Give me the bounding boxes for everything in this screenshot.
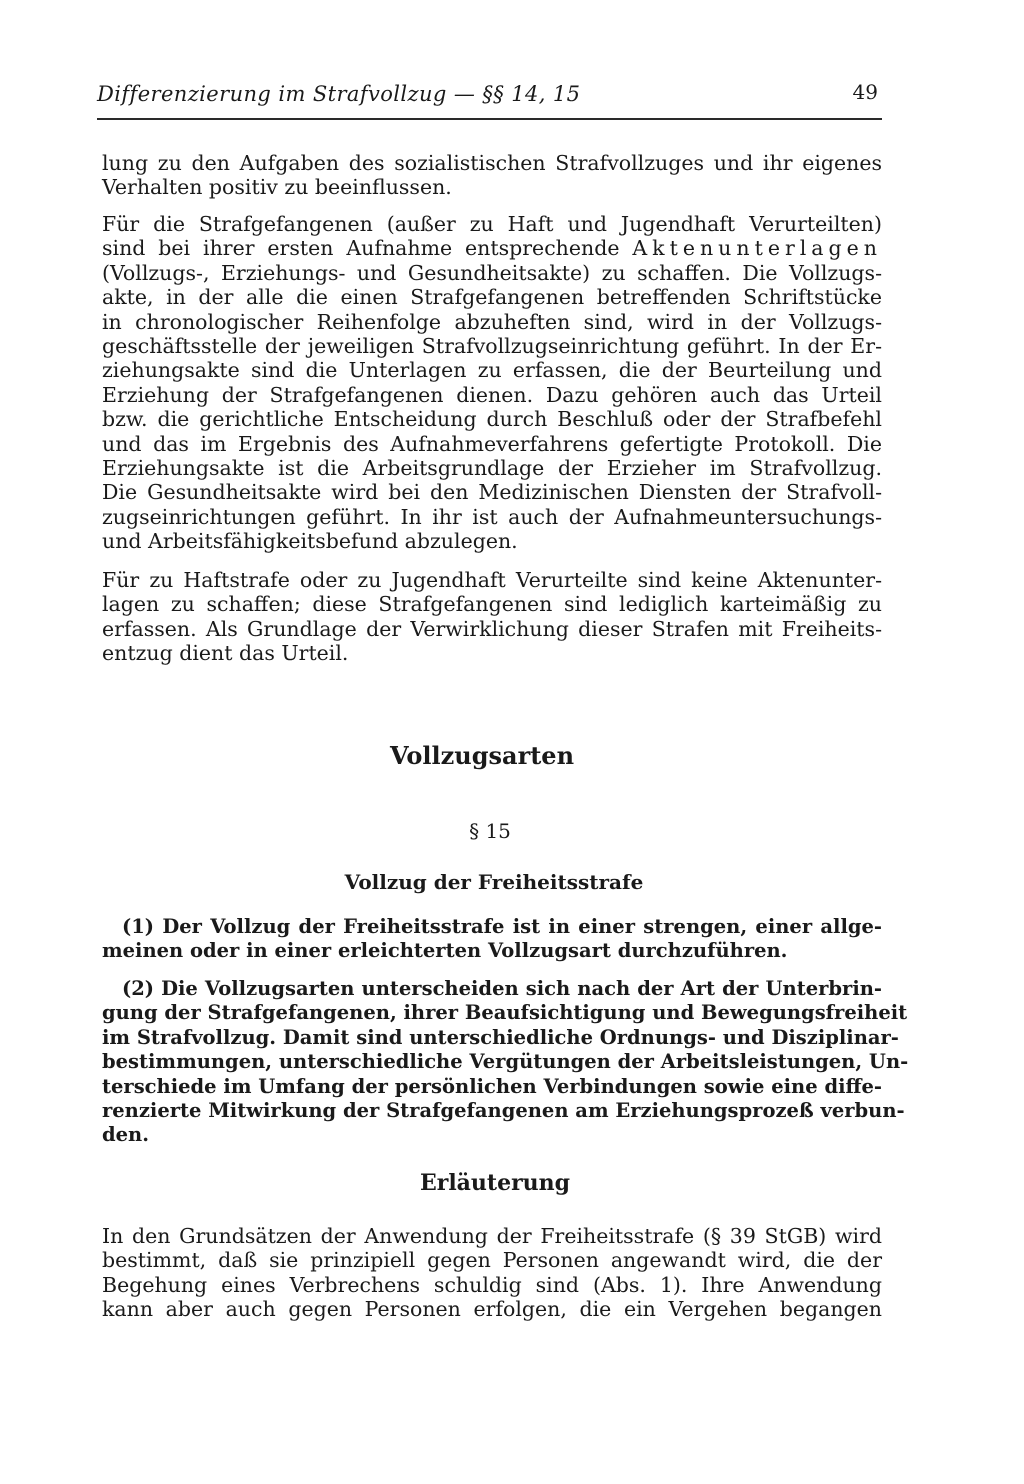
paragraph-title	[0, 870, 1024, 894]
text-line: und Arbeitsfähigkeitsbefund abzulegen.	[102, 529, 518, 554]
text-line: In den Grundsätzen der Anwendung der Freiheitsstrafe (§ 39 StGB) wird	[102, 1224, 882, 1248]
text-segment: sind bei ihrer ersten Aufnahme entsprechende	[102, 236, 633, 261]
paragraph-haftstrafe	[102, 568, 882, 666]
text-line: Die Gesundheitsakte wird bei den Medizinischen Diensten der Strafvoll-	[102, 480, 882, 505]
text-line: Erziehungsakte ist die Arbeitsgrundlage der Erzieher im Strafvollzug.	[102, 456, 882, 481]
text-line: lagen zu schaffen; diese Strafgefangenen sind lediglich karteimäßig zu	[102, 592, 882, 617]
page-number: 49	[852, 80, 878, 104]
text-line: (2) Die Vollzugsarten unterscheiden sich nach der Art der Unterbrin-	[122, 977, 882, 1000]
commentary-heading	[0, 1170, 1024, 1196]
commentary-heading-text: Erläuterung	[419, 1170, 571, 1196]
text-line: meinen oder in einer erleichterten Vollzugsart durchzuführen.	[102, 939, 788, 963]
text-line: zugseinrichtungen geführt. In ihr ist auch der Aufnahmeuntersuchungs-	[102, 504, 882, 529]
paragraph-title-text: Vollzug der Freiheitsstrafe	[344, 870, 644, 894]
text-line: geschäftsstelle der jeweiligen Strafvollzugseinrichtung geführt. In der Er-	[102, 334, 882, 359]
text-line: akte, in der alle die einen Strafgefangenen betreffenden Schriftstücke	[102, 285, 882, 310]
section-heading-text: Vollzugsarten	[389, 741, 575, 770]
header-rule	[97, 118, 882, 120]
text-line: entzug dient das Urteil.	[102, 641, 349, 666]
text-line: Erziehung der Strafgefangenen dienen. Dazu gehören auch das Urteil	[102, 382, 882, 407]
text-line: terschiede im Umfang der persönlichen Verbindungen sowie eine diffe-	[102, 1074, 882, 1098]
commentary-paragraph	[102, 1224, 882, 1322]
text-line: und das im Ergebnis des Aufnahmeverfahrens gefertigte Protokoll. Die	[102, 431, 882, 456]
text-line: in chronologischer Reihenfolge abzuheften sind, wird in der Vollzugs-	[102, 309, 882, 334]
text-line: bzw. die gerichtliche Entscheidung durch Beschluß oder der Strafbefehl	[102, 407, 882, 432]
text-line: Begehung eines Verbrechens schuldig sind (Abs. 1). Ihre Anwendung	[102, 1272, 882, 1297]
text-line: den.	[102, 1123, 150, 1147]
paragraph-continuation	[102, 151, 882, 200]
text-line: kann aber auch gegen Personen erfolgen, die ein Vergehen begangen	[102, 1297, 882, 1322]
text-line: erfassen. Als Grundlage der Verwirklichung dieser Strafen mit Freiheits-	[102, 616, 882, 641]
paragraph-number-text: § 15	[469, 819, 511, 843]
law-subsection-2	[102, 977, 909, 1148]
running-head-title: Differenzierung im Strafvollzug — §§ 14, 15	[97, 82, 581, 106]
emphasized-term: Aktenunterlagen	[632, 236, 882, 261]
text-line: renzierte Mitwirkung der Strafgefangenen am Erziehungsprozeß verbun-	[102, 1099, 905, 1123]
law-subsection-1	[102, 915, 882, 964]
text-line: im Strafvollzug. Damit sind unterschiedliche Ordnungs- und Disziplinar-	[102, 1025, 899, 1049]
paragraph-number	[0, 819, 1024, 843]
paragraph-aktenunterlagen	[102, 212, 882, 554]
text-line: Für die Strafgefangenen (außer zu Haft und Jugendhaft Verurteilten)	[102, 212, 882, 236]
text-line: bestimmungen, unterschiedliche Vergütungen der Arbeitsleistungen, Un-	[102, 1050, 909, 1074]
text-line	[102, 236, 882, 260]
text-line: bestimmt, daß sie prinzipiell gegen Personen angewandt wird, die der	[102, 1248, 882, 1273]
text-line: ziehungsakte sind die Unterlagen zu erfassen, die der Beurteilung und	[102, 358, 882, 383]
text-line: lung zu den Aufgaben des sozialistischen Strafvollzuges und ihr eigenes	[102, 151, 882, 175]
text-line: (Vollzugs-, Erziehungs- und Gesundheitsakte) zu schaffen. Die Vollzugs-	[102, 260, 882, 285]
text-line: (1) Der Vollzug der Freiheitsstrafe ist in einer strengen, einer allge-	[122, 915, 882, 938]
running-header	[97, 80, 882, 116]
text-line: gung der Strafgefangenen, ihrer Beaufsichtigung und Bewegungsfreiheit	[102, 1001, 908, 1025]
section-heading	[0, 741, 1024, 770]
text-line: Verhalten positiv zu beeinflussen.	[102, 175, 452, 200]
text-line: Für zu Haftstrafe oder zu Jugendhaft Verurteilte sind keine Aktenunter-	[102, 568, 882, 592]
